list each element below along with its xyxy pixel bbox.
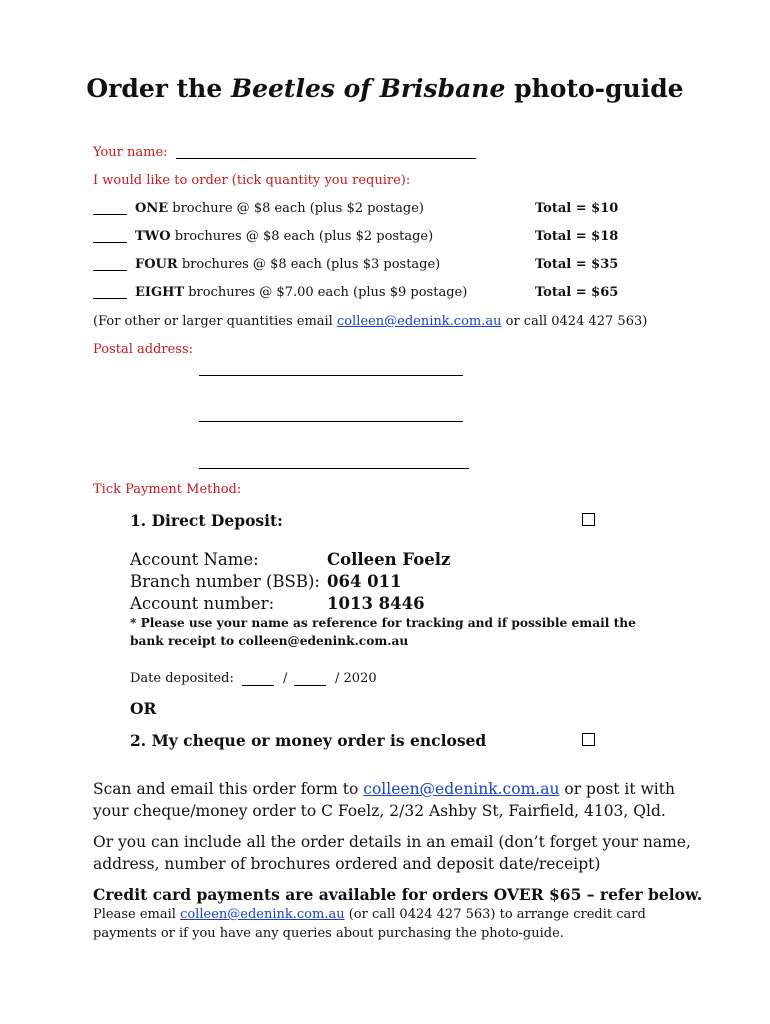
order-qty: EIGHT: [135, 285, 185, 300]
date-slash: /: [283, 671, 288, 686]
order-prompt: I would like to order (tick quantity you require):: [93, 173, 411, 188]
order-row-eight: [135, 285, 467, 300]
date-month-field[interactable]: [294, 685, 326, 686]
title-prefix: Order the: [86, 74, 231, 103]
credit-card-note-line-1: [93, 907, 646, 922]
credit-note-post: (or call 0424 427 563) to arrange credit card: [344, 907, 646, 922]
credit-card-note-line-2: payments or if you have any queries about purchasing the photo-guide.: [93, 926, 564, 941]
order-total: Total = $65: [535, 285, 619, 300]
order-qty: ONE: [135, 201, 169, 216]
date-deposited-label: Date deposited:: [130, 671, 234, 686]
email-link[interactable]: colleen@edenink.com.au: [336, 314, 502, 329]
deposit-note-line-2: bank receipt to colleen@edenink.com.au: [130, 634, 409, 648]
postal-address-line-1[interactable]: [199, 375, 463, 376]
account-name-label: Account Name:: [130, 550, 259, 569]
title-italic: Beetles of Brisbane: [230, 74, 506, 103]
email-link[interactable]: colleen@edenink.com.au: [363, 780, 560, 798]
order-row-four: [135, 257, 440, 272]
bsb-value: 064 011: [327, 572, 402, 591]
order-tick-eight[interactable]: [93, 298, 127, 299]
other-qty-post: or call 0424 427 563): [501, 314, 648, 329]
order-row-two: [135, 229, 433, 244]
other-quantities-note: [93, 314, 647, 329]
order-desc: brochures @ $8 each (plus $2 postage): [170, 229, 434, 244]
postal-address-line-3[interactable]: [199, 468, 469, 469]
account-number-value: 1013 8446: [327, 594, 425, 613]
order-total: Total = $35: [535, 257, 619, 272]
or-separator: OR: [130, 699, 157, 718]
date-year: / 2020: [335, 671, 377, 686]
page-title: [0, 74, 770, 103]
order-tick-two[interactable]: [93, 242, 127, 243]
other-qty-pre: (For other or larger quantities email: [93, 314, 337, 329]
cheque-heading: 2. My cheque or money order is enclosed: [130, 731, 487, 750]
order-desc: brochure @ $8 each (plus $2 postage): [168, 201, 425, 216]
postal-address-label: Postal address:: [93, 342, 194, 357]
payment-method-label: Tick Payment Method:: [93, 482, 242, 497]
deposit-note-line-1: * Please use your name as reference for tracking and if possible email the: [130, 616, 636, 630]
email-link[interactable]: colleen@edenink.com.au: [180, 907, 345, 922]
title-suffix: photo-guide: [505, 74, 684, 103]
your-name-label: Your name:: [93, 145, 168, 160]
include-details-line-1: Or you can include all the order details in an email (don’t forget your name,: [93, 833, 691, 851]
scan-post: or post it with: [559, 780, 675, 798]
include-details-line-2: address, number of brochures ordered and deposit date/receipt): [93, 855, 601, 873]
credit-card-heading: Credit card payments are available for orders OVER $65 – refer below.: [93, 885, 703, 904]
date-day-field[interactable]: [242, 685, 274, 686]
cheque-checkbox[interactable]: [582, 733, 595, 746]
order-total: Total = $10: [535, 201, 619, 216]
account-number-label: Account number:: [130, 594, 275, 613]
order-row-one: [135, 201, 424, 216]
order-qty: FOUR: [135, 257, 178, 272]
order-desc: brochures @ $7.00 each (plus $9 postage): [184, 285, 468, 300]
direct-deposit-checkbox[interactable]: [582, 513, 595, 526]
direct-deposit-heading: 1. Direct Deposit:: [130, 511, 283, 530]
scan-instructions-line-1: [93, 780, 675, 798]
order-qty: TWO: [135, 229, 171, 244]
account-name-value: Colleen Foelz: [327, 550, 451, 569]
order-total: Total = $18: [535, 229, 619, 244]
scan-instructions-line-2: your cheque/money order to C Foelz, 2/32 Ashby St, Fairfield, 4103, Qld.: [93, 802, 666, 820]
postal-address-line-2[interactable]: [199, 421, 463, 422]
credit-note-pre: Please email: [93, 907, 181, 922]
bsb-label: Branch number (BSB):: [130, 572, 320, 591]
your-name-field[interactable]: [176, 158, 476, 159]
scan-pre: Scan and email this order form to: [93, 780, 364, 798]
order-tick-one[interactable]: [93, 214, 127, 215]
order-tick-four[interactable]: [93, 270, 127, 271]
order-desc: brochures @ $8 each (plus $3 postage): [177, 257, 441, 272]
